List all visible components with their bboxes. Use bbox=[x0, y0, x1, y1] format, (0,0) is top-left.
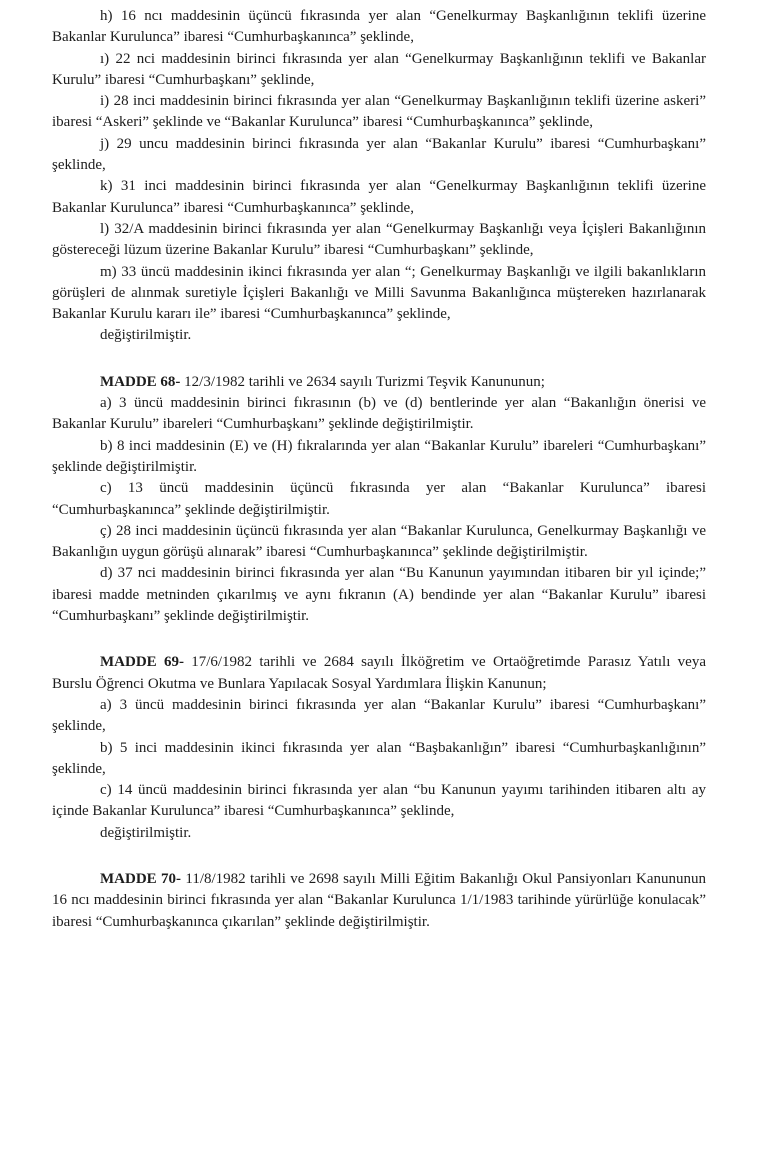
amendment-item-k: k) 31 inci maddesinin birinci fıkrasında yer alan “Genelkurmay Başkanlığının teklifi üzerine Bakanlar Kurulunca” ibaresi “Cumhurbaşkanınca” şeklinde, bbox=[52, 178, 706, 216]
article-69-item-b: b) 5 inci maddesinin ikinci fıkrasında yer alan “Başbakanlığın” ibaresi “Cumhurbaşkanlığının” şeklinde, bbox=[52, 739, 706, 777]
section-top bbox=[52, 6, 706, 347]
article-69-label: MADDE 69- bbox=[100, 654, 184, 671]
article-68-intro: 12/3/1982 tarihli ve 2634 sayılı Turizmi Teşvik Kanununun; bbox=[180, 373, 545, 390]
article-68-item-d: d) 37 nci maddesinin birinci fıkrasında yer alan “Bu Kanunun yayımından itibaren bir yıl içinde;” ibaresi madde metninden çıkarılmış ve aynı fıkranın (A) bendinde yer alan “Bakanlar Kurulu” ibaresi “Cumhurbaşkanı” şeklinde değiştirilmiştir. bbox=[52, 565, 706, 625]
amendment-item-j: j) 29 uncu maddesinin birinci fıkrasında yer alan “Bakanlar Kurulu” ibaresi “Cumhurbaşkanı” şeklinde, bbox=[52, 135, 706, 174]
article-68-item-c-cedilla: ç) 28 inci maddesinin üçüncü fıkrasında yer alan “Bakanlar Kurulunca, Genelkurmay Başkanlığı ve Bakanlığın uygun görüşü alınarak” ibaresi “Cumhurbaşkanınca” şeklinde değiştirilmiştir. bbox=[52, 522, 706, 561]
article-68-label: MADDE 68- bbox=[100, 373, 181, 390]
article-70-heading bbox=[52, 869, 706, 933]
article-68 bbox=[52, 372, 706, 628]
article-68-item-a: a) 3 üncü maddesinin birinci fıkrasının (b) ve (d) bentlerinde yer alan “Bakanlığın önerisi ve Bakanlar Kurulu” ibareleri “Cumhurbaşkanı” şeklinde değiştirilmiştir. bbox=[52, 395, 706, 433]
closing-text: değiştirilmiştir. bbox=[100, 327, 192, 344]
amendment-item-i: i) 28 inci maddesinin birinci fıkrasında yer alan “Genelkurmay Başkanlığının teklifi üzerine askeri” ibaresi “Askeri” şeklinde ve “Bakanlar Kurulunca” ibaresi “Cumhurbaşkanınca” şeklinde, bbox=[52, 93, 706, 131]
section-gap bbox=[52, 627, 706, 652]
article-69 bbox=[52, 652, 706, 844]
section-gap bbox=[52, 347, 706, 372]
article-69-heading bbox=[52, 652, 706, 695]
amendment-item-m: m) 33 üncü maddesinin ikinci fıkrasında yer alan “; Genelkurmay Başkanlığı ve ilgili bakanlıkların görüşleri de alınmak suretiyle İçişleri Bakanlığı ve Milli Savunma Bakanlığınca müştereken hazırlanarak Bakanlar Kurulu kararı ile” ibaresi “Cumhurbaşkanınca” şeklinde, bbox=[52, 263, 706, 323]
article-70-intro: 11/8/1982 tarihli ve 2698 sayılı Milli Eğitim Bakanlığı Okul Pansiyonları Kanununun 16 ncı maddesinin birinci fıkrasında yer alan “Bakanlar Kurulunca 1/1/1983 tarihinde yürürlüğe konulacak” ibaresi “Cumhurbaşkanınca çıkarılan” şeklinde değiştirilmiştir. bbox=[52, 870, 707, 930]
article-69-item-a: a) 3 üncü maddesinin birinci fıkrasında yer alan “Bakanlar Kurulu” ibaresi “Cumhurbaşkanı” şeklinde, bbox=[52, 696, 706, 735]
article-69-closing: değiştirilmiştir. bbox=[100, 824, 192, 841]
amendment-item-i-dotless: ı) 22 nci maddesinin birinci fıkrasında yer alan “Genelkurmay Başkanlığının teklifi ve Bakanlar Kurulu” ibaresi “Cumhurbaşkanı” şeklinde, bbox=[52, 50, 706, 88]
article-68-item-c: c) 13 üncü maddesinin üçüncü fıkrasında yer alan “Bakanlar Kurulunca” ibaresi “Cumhurbaşkanınca” şeklinde değiştirilmiştir. bbox=[52, 480, 706, 518]
article-70-label: MADDE 70- bbox=[100, 870, 182, 887]
amendment-item-l: l) 32/A maddesinin birinci fıkrasında yer alan “Genelkurmay Başkanlığı veya İçişleri Bakanlığının göstereceği lüzum üzerine Bakanlar Kurulu” ibaresi “Cumhurbaşkanı” şeklinde, bbox=[52, 220, 706, 259]
article-69-item-c: c) 14 üncü maddesinin birinci fıkrasında yer alan “bu Kanunun yayımı tarihinden itibaren altı ay içinde Bakanlar Kurulunca” ibaresi “Cumhurbaşkanınca” şeklinde, bbox=[52, 782, 706, 820]
amendment-item-h: h) 16 ncı maddesinin üçüncü fıkrasında yer alan “Genelkurmay Başkanlığının teklifi üzerine Bakanlar Kurulunca” ibaresi “Cumhurbaşkanınca” şeklinde, bbox=[52, 8, 706, 46]
article-68-heading bbox=[52, 372, 706, 393]
article-68-item-b: b) 8 inci maddesinin (E) ve (H) fıkralarında yer alan “Bakanlar Kurulu” ibareleri “Cumhurbaşkanı” şeklinde değiştirilmiştir. bbox=[52, 437, 706, 475]
section-gap bbox=[52, 844, 706, 869]
article-69-intro: 17/6/1982 tarihli ve 2684 sayılı İlköğretim ve Ortaöğretimde Parasız Yatılı veya Burslu Öğrenci Okutma ve Bunlara Yapılacak Sosyal Yardımlara İlişkin Kanunun; bbox=[52, 654, 706, 692]
article-70 bbox=[52, 869, 706, 933]
